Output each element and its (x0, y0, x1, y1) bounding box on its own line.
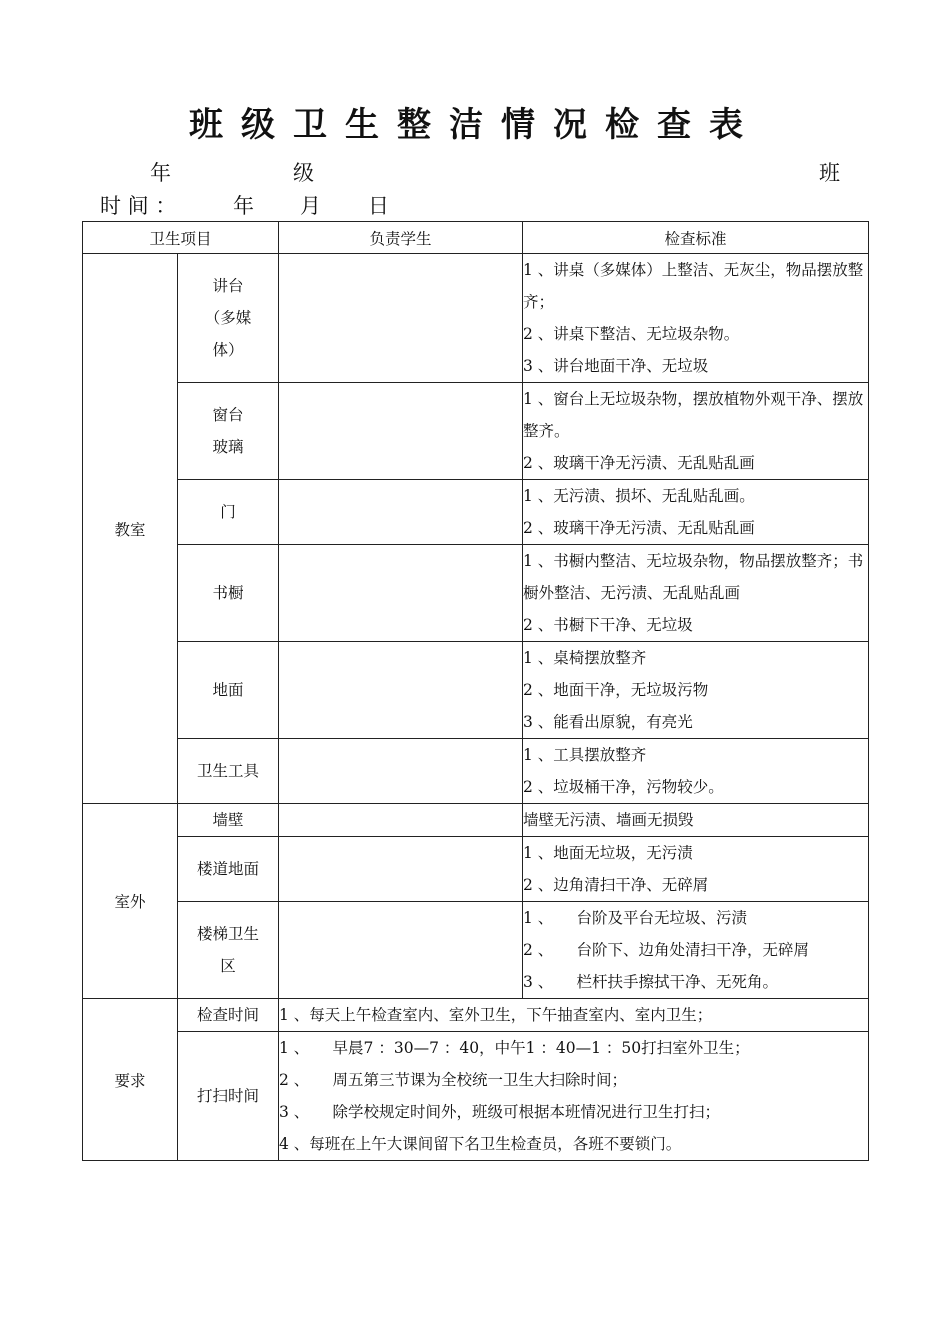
standard-cell (523, 480, 869, 545)
item-label: 检查时间 (197, 1006, 260, 1024)
item-cell (178, 999, 279, 1032)
table-row (83, 999, 869, 1032)
item-cell (178, 642, 279, 739)
requirement-line: 4 、每班在上午大课间留下名卫生检查员，各班不要锁门。 (279, 1135, 682, 1153)
item-cell (178, 1032, 279, 1161)
standard-line: 1 、讲桌（多媒体）上整洁、无灰尘，物品摆放整齐； (523, 261, 864, 311)
item-label: 体） (212, 341, 244, 359)
table-header-row (83, 222, 869, 254)
item-cell (178, 902, 279, 999)
item-cell (178, 254, 279, 383)
requirement-cell (279, 1032, 869, 1161)
item-label: （多媒 (204, 309, 252, 327)
item-label: 楼道地面 (197, 860, 260, 878)
standard-line: 2 、垃圾桶干净，污物较少。 (523, 778, 724, 796)
item-cell (178, 545, 279, 642)
inspection-table (82, 221, 869, 1161)
section-category: 要求 (83, 999, 178, 1161)
item-label: 楼梯卫生 (197, 925, 260, 943)
standard-cell (523, 837, 869, 902)
table-row (83, 642, 869, 739)
table-row (83, 837, 869, 902)
standard-line: 1 、窗台上无垃圾杂物，摆放植物外观干净、摆放整齐。 (523, 390, 864, 440)
standard-line: 2 、 台阶下、边角处清扫干净，无碎屑 (523, 941, 810, 959)
standard-line: 3 、讲台地面干净、无垃圾 (523, 357, 709, 375)
standard-cell (523, 739, 869, 804)
standard-line: 1 、地面无垃圾，无污渍 (523, 844, 693, 862)
standard-line: 2 、讲桌下整洁、无垃圾杂物。 (523, 325, 740, 343)
standard-cell (523, 804, 869, 837)
table-row (83, 804, 869, 837)
item-label: 门 (220, 503, 236, 521)
standard-cell (523, 545, 869, 642)
standard-line: 1 、桌椅摆放整齐 (523, 649, 647, 667)
standard-line: 1 、无污渍、损坏、无乱贴乱画。 (523, 487, 755, 505)
year-label: 年 (233, 194, 254, 218)
item-cell (178, 739, 279, 804)
student-cell[interactable] (279, 383, 523, 480)
column-header-standard: 检查标准 (523, 222, 869, 254)
page-title: 班级卫生整洁情况检查表 (189, 105, 761, 145)
standard-line: 3 、能看出原貌，有亮光 (523, 713, 693, 731)
section-category: 教室 (83, 254, 178, 804)
item-label: 区 (220, 957, 236, 975)
requirement-line: 2 、 周五第三节课为全校统一卫生大扫除时间； (279, 1071, 628, 1089)
item-label: 墙壁 (212, 811, 244, 829)
standard-line: 1 、工具摆放整齐 (523, 746, 647, 764)
student-cell[interactable] (279, 480, 523, 545)
standard-line: 2 、书橱下干净、无垃圾 (523, 616, 693, 634)
standard-line: 墙壁无污渍、墙画无损毁 (523, 811, 694, 829)
item-label: 窗台 (212, 406, 244, 424)
student-cell[interactable] (279, 545, 523, 642)
item-cell (178, 804, 279, 837)
standard-line: 1 、 台阶及平台无垃圾、污渍 (523, 909, 748, 927)
date-line (0, 190, 950, 220)
item-label: 讲台 (212, 277, 244, 295)
requirement-cell (279, 999, 869, 1032)
item-cell (178, 383, 279, 480)
requirement-line: 1 、 早晨7 ：30—7 ：40，中午1 ：40—1 ：50打扫室外卫生； (279, 1039, 750, 1057)
student-cell[interactable] (279, 739, 523, 804)
table-row (83, 254, 869, 383)
student-cell[interactable] (279, 804, 523, 837)
table-row (83, 1032, 869, 1161)
item-label: 书橱 (212, 584, 244, 602)
item-cell (178, 837, 279, 902)
table-row (83, 545, 869, 642)
requirement-line: 1 、每天上午检查室内、室外卫生，下午抽查室内、室内卫生； (279, 1006, 713, 1024)
table-row (83, 739, 869, 804)
column-header-student: 负责学生 (279, 222, 523, 254)
item-label: 地面 (212, 681, 244, 699)
student-cell[interactable] (279, 254, 523, 383)
standard-line: 1 、书橱内整洁、无垃圾杂物，物品摆放整齐；书橱外整洁、无污渍、无乱贴乱画 (523, 552, 864, 602)
section-category: 室外 (83, 804, 178, 999)
table-row (83, 480, 869, 545)
item-label: 打扫时间 (197, 1087, 260, 1105)
standard-cell (523, 642, 869, 739)
item-label: 卫生工具 (197, 762, 260, 780)
grade-class-line (0, 157, 950, 187)
standard-cell (523, 902, 869, 999)
student-cell[interactable] (279, 837, 523, 902)
grade-word: 级 (293, 161, 314, 185)
table-row (83, 902, 869, 999)
day-label: 日 (368, 194, 389, 218)
standard-line: 2 、玻璃干净无污渍、无乱贴乱画 (523, 454, 755, 472)
student-cell[interactable] (279, 902, 523, 999)
item-cell (178, 480, 279, 545)
class-label: 班 (819, 161, 840, 185)
standard-line: 3 、 栏杆扶手擦拭干净、无死角。 (523, 973, 779, 991)
standard-line: 2 、地面干净，无垃圾污物 (523, 681, 709, 699)
standard-line: 2 、边角清扫干净、无碎屑 (523, 876, 709, 894)
grade-label: 年 (150, 161, 171, 185)
standard-line: 2 、玻璃干净无污渍、无乱贴乱画 (523, 519, 755, 537)
month-label: 月 (300, 194, 321, 218)
time-label: 时 间 ： (100, 194, 177, 218)
requirement-line: 3 、 除学校规定时间外，班级可根据本班情况进行卫生打扫； (279, 1103, 721, 1121)
table-row (83, 383, 869, 480)
item-label: 玻璃 (212, 438, 244, 456)
column-header-item: 卫生项目 (83, 222, 279, 254)
standard-cell (523, 383, 869, 480)
student-cell[interactable] (279, 642, 523, 739)
standard-cell (523, 254, 869, 383)
